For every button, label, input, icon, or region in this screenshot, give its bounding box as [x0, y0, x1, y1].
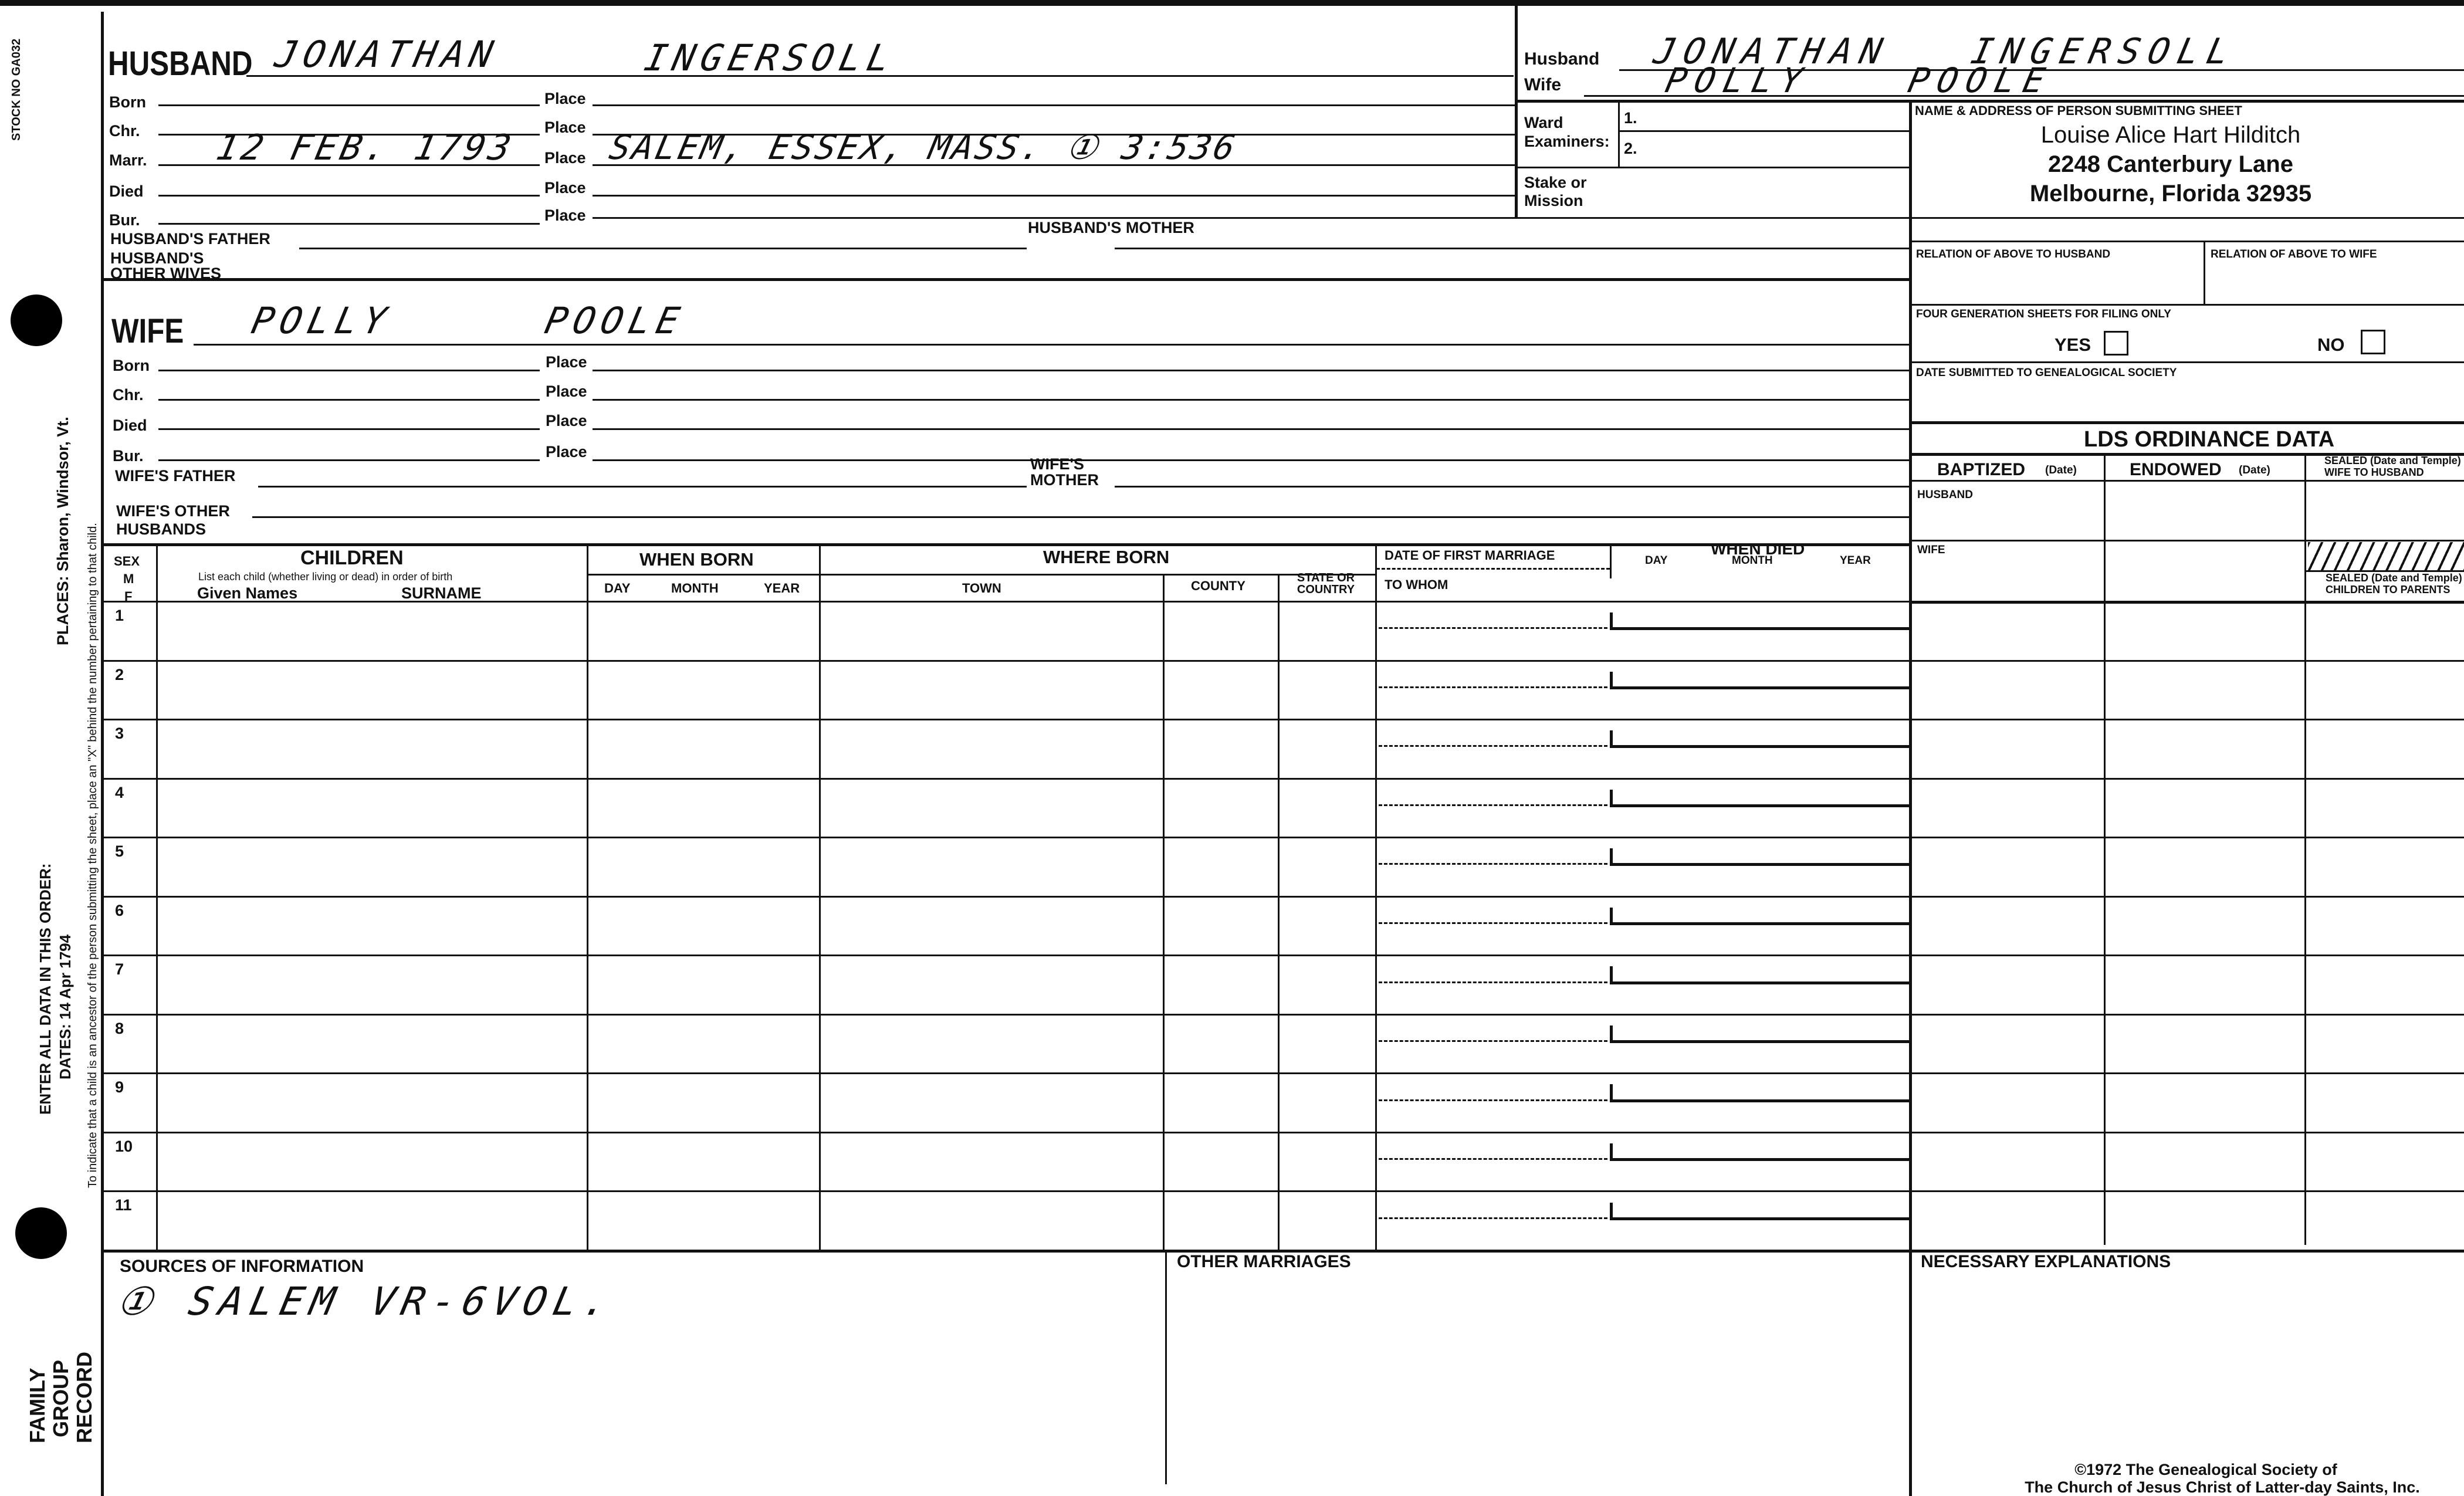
header-wife-label: Wife — [1524, 75, 1562, 94]
child-row-line — [101, 719, 2464, 720]
child-row-number: 3 — [115, 725, 124, 743]
submitter-city: Melbourne, Florida 32935 — [2029, 181, 2312, 207]
sealed-children-label: SEALED (Date and Temple) CHILDREN TO PARENTS — [2326, 573, 2462, 595]
child-row-marriage-dash — [1379, 1040, 1607, 1042]
child-row-line — [101, 1132, 2464, 1133]
yes-label: YES — [2055, 334, 2091, 355]
header-wife-value: POLLY POOLE — [1661, 60, 2057, 100]
wife-died-place-label: Place — [546, 412, 587, 429]
child-row-died-line — [1610, 627, 1909, 630]
date-submitted-bottom — [1910, 421, 2464, 424]
born-month-label: MONTH — [671, 581, 719, 595]
county-col-divider — [1278, 574, 1280, 1250]
examiners-label: Examiners: — [1524, 133, 1610, 150]
husband-other-wives-label: HUSBAND'S OTHER WIVES — [110, 249, 222, 282]
wife-died-place-line — [593, 428, 1909, 430]
header-husband-value: JONATHAN INGERSOLL — [1650, 31, 2241, 72]
husband-died-date-line — [158, 195, 540, 197]
submitter-address-line — [1910, 217, 2464, 219]
ward-divider — [1618, 101, 1620, 167]
child-row-died-line — [1610, 686, 1909, 689]
baptized-label: BAPTIZED — [1937, 460, 2025, 479]
child-row-line — [101, 1014, 2464, 1016]
child-row-line — [101, 896, 2464, 898]
child-row-marriage-dash — [1379, 922, 1607, 924]
four-gen-box-bottom — [1910, 361, 2464, 363]
child-row-died-line — [1610, 1099, 1909, 1102]
child-row-number: 4 — [115, 783, 124, 801]
lds-husband-row-bottom — [1910, 540, 2464, 541]
child-row-line — [101, 955, 2464, 956]
relation-wife-label: RELATION OF ABOVE TO WIFE — [2211, 248, 2377, 260]
husband-given-name: JONATHAN — [271, 33, 503, 76]
child-row-died-line — [1610, 745, 1909, 748]
husband-heading: HUSBAND — [108, 45, 253, 83]
baptized-date-label: (Date) — [2045, 464, 2077, 476]
husband-mother-label: HUSBAND'S MOTHER — [1028, 219, 1194, 236]
first-marriage-label: DATE OF FIRST MARRIAGE — [1385, 548, 1555, 563]
to-whom-label: TO WHOM — [1385, 577, 1448, 592]
wife-name-line — [194, 344, 1909, 346]
examiner-2: 2. — [1624, 140, 1637, 157]
husband-chr-place-label: Place — [544, 119, 586, 136]
husband-marr-place: SALEM, ESSEX, MASS. ① 3:536 — [605, 127, 1241, 167]
husband-section-bottom — [101, 278, 1909, 281]
wife-chr-place-label: Place — [546, 383, 587, 400]
wife-section-bottom — [101, 543, 1909, 546]
child-row-died-tick — [1610, 1084, 1613, 1100]
relation-box-bottom — [1910, 304, 2464, 306]
child-row-marriage-dash — [1379, 804, 1607, 806]
wife-born-place-line — [593, 370, 1909, 371]
first-marriage-dash — [1376, 568, 1610, 570]
child-row-died-tick — [1610, 908, 1613, 923]
child-row-number: 10 — [115, 1137, 133, 1155]
husband-born-place-label: Place — [544, 90, 586, 107]
state-label: STATE OR COUNTRY — [1297, 571, 1355, 596]
sealed-wife-label: SEALED (Date and Temple) WIFE TO HUSBAND — [2324, 455, 2461, 478]
husband-born-date-line — [158, 104, 540, 106]
wife-died-date-line — [158, 428, 540, 430]
husband-bur-date-line — [158, 223, 540, 225]
lds-husband-row-label: HUSBAND — [1917, 489, 1973, 501]
child-row-died-tick — [1610, 1143, 1613, 1159]
husband-mother-line — [1115, 248, 1909, 249]
husband-marr-date: 12 FEB. 1793 — [212, 127, 518, 168]
punch-hole-top — [11, 295, 62, 346]
husband-marr-place-label: Place — [544, 149, 586, 167]
husband-bur-place-label: Place — [544, 207, 586, 224]
sex-m-label: M — [123, 571, 134, 586]
child-row-died-tick — [1610, 730, 1613, 746]
wife-died-label: Died — [113, 417, 147, 434]
lds-col-divider-1 — [2104, 453, 2106, 1245]
died-day-label: DAY — [1645, 554, 1668, 567]
when-died-label: WHEN DIED — [1711, 540, 1805, 558]
wife-chr-label: Chr. — [113, 386, 144, 404]
ward-bottom-line — [1515, 167, 1909, 168]
wife-born-date-line — [158, 370, 540, 371]
husband-died-place-line — [593, 195, 1515, 197]
husband-surname: INGERSOLL — [641, 36, 900, 79]
relation-divider — [2204, 241, 2205, 304]
no-label: NO — [2317, 334, 2345, 355]
explanations-label: NECESSARY EXPLANATIONS — [1921, 1252, 2171, 1271]
wife-father-line — [258, 486, 1027, 488]
examiner-1-line — [1618, 130, 1909, 132]
children-subtitle: List each child (whether living or dead) in order of birth — [198, 571, 453, 583]
born-day-label: DAY — [604, 581, 631, 595]
wife-born-label: Born — [113, 357, 150, 374]
children-header-bottom — [101, 601, 1909, 603]
form-left-border — [101, 12, 104, 1496]
ward-label: Ward — [1524, 114, 1563, 131]
wife-bur-place-line — [593, 459, 1909, 461]
examiner-1: 1. — [1624, 109, 1637, 127]
child-row-number: 8 — [115, 1019, 124, 1037]
child-row-died-tick — [1610, 612, 1613, 628]
child-row-line — [101, 660, 2464, 662]
child-row-number: 7 — [115, 960, 124, 979]
child-row-marriage-dash — [1379, 863, 1607, 865]
born-year-label: YEAR — [764, 581, 800, 595]
stake-label: Stake or Mission — [1524, 174, 1587, 210]
lds-wife-row-label: WIFE — [1917, 544, 1945, 556]
lds-title: LDS ORDINANCE DATA — [2084, 427, 2335, 452]
child-row-line — [101, 837, 2464, 838]
husband-bur-place-line — [593, 217, 1909, 219]
when-born-underline — [587, 574, 1375, 576]
wife-surname: POOLE — [541, 299, 689, 342]
child-row-died-tick — [1610, 790, 1613, 805]
child-row-line — [101, 778, 2464, 780]
surname-label: SURNAME — [401, 584, 482, 602]
husband-died-place-label: Place — [544, 179, 586, 197]
submitter-label: NAME & ADDRESS OF PERSON SUBMITTING SHEET — [1915, 103, 2242, 118]
date-submitted-label: DATE SUBMITTED TO GENEALOGICAL SOCIETY — [1916, 367, 2177, 379]
given-names-label: Given Names — [197, 584, 298, 602]
top-edge — [0, 0, 2464, 6]
child-row-died-line — [1610, 804, 1909, 807]
child-row-number: 6 — [115, 901, 124, 919]
four-gen-label: FOUR GENERATION SHEETS FOR FILING ONLY — [1916, 308, 2171, 320]
bottom-divider-1 — [1165, 1250, 1167, 1484]
wife-other-husbands-line — [252, 516, 1909, 518]
child-row-number: 2 — [115, 665, 124, 683]
sealed-hatch-bottom — [2304, 570, 2464, 572]
copyright-line-1: ©1972 The Genealogical Society of — [2074, 1461, 2337, 1478]
wife-heading: WIFE — [111, 312, 184, 350]
husband-bur-label: Bur. — [109, 211, 140, 229]
child-row-line — [101, 1190, 2464, 1192]
child-row-died-line — [1610, 1040, 1909, 1043]
header-husband-label: Husband — [1524, 49, 1600, 69]
right-panel-divider — [1909, 100, 1912, 1496]
wife-bur-date-line — [158, 459, 540, 461]
wife-born-place-label: Place — [546, 353, 587, 371]
side-indicate: To indicate that a child is an ancestor of the person submitting the sheet, place an "X" behind the number pertaining to that child. — [86, 523, 99, 1188]
husband-died-label: Died — [109, 182, 144, 200]
child-row-marriage-dash — [1379, 627, 1607, 629]
child-row-died-tick — [1610, 966, 1613, 982]
wife-mother-label: WIFE'S MOTHER — [1030, 455, 1099, 489]
child-row-marriage-dash — [1379, 1217, 1607, 1219]
copyright-line-2: The Church of Jesus Christ of Latter-day Saints, Inc. — [2025, 1478, 2420, 1496]
wife-bur-place-label: Place — [546, 443, 587, 461]
child-row-died-tick — [1610, 1203, 1613, 1219]
child-row-marriage-dash — [1379, 1158, 1607, 1160]
child-row-died-line — [1610, 1217, 1909, 1220]
wife-given-name: POLLY — [248, 299, 396, 342]
no-checkbox[interactable] — [2361, 330, 2385, 354]
child-row-died-tick — [1610, 848, 1613, 864]
child-row-number: 11 — [115, 1196, 132, 1214]
header-box-divider — [1515, 100, 2464, 103]
died-month-label: MONTH — [1732, 554, 1773, 567]
sources-value: ① SALEM VR-6VOL. — [112, 1279, 620, 1324]
stock-number: STOCK NO GA032 — [10, 38, 23, 141]
wife-father-label: WIFE'S FATHER — [115, 467, 236, 485]
town-col-divider — [1163, 574, 1165, 1250]
wife-chr-date-line — [158, 399, 540, 401]
child-row-died-tick — [1610, 1025, 1613, 1041]
submitter-name: Louise Alice Hart Hilditch — [2040, 122, 2301, 148]
sex-label: SEX — [114, 554, 140, 568]
husband-born-place-line — [593, 104, 1515, 106]
children-title: CHILDREN — [300, 547, 404, 569]
child-row-died-line — [1610, 981, 1909, 984]
husband-father-line — [299, 248, 1027, 249]
wife-chr-place-line — [593, 399, 1909, 401]
county-label: COUNTY — [1191, 578, 1245, 593]
child-row-died-tick — [1610, 672, 1613, 688]
submitter-box-bottom — [1910, 241, 2464, 242]
child-row-number: 9 — [115, 1078, 124, 1096]
husband-father-label: HUSBAND'S FATHER — [110, 230, 270, 248]
wife-other-husbands-label: WIFE'S OTHER HUSBANDS — [116, 502, 230, 539]
child-row-died-line — [1610, 1158, 1909, 1161]
child-row-line — [101, 1072, 2464, 1074]
sealed-hatch — [2308, 542, 2464, 570]
sex-f-label: F — [124, 589, 133, 604]
yes-checkbox[interactable] — [2104, 331, 2128, 356]
wife-bur-label: Bur. — [113, 447, 144, 465]
wife-mother-line — [1115, 486, 1909, 488]
child-row-marriage-dash — [1379, 1099, 1607, 1101]
child-row-marriage-dash — [1379, 686, 1607, 688]
town-label: TOWN — [962, 581, 1001, 595]
child-row-number: 5 — [115, 842, 124, 861]
child-row-marriage-dash — [1379, 981, 1607, 983]
sources-label: SOURCES OF INFORMATION — [120, 1257, 364, 1276]
submitter-street: 2248 Canterbury Lane — [2048, 151, 2293, 177]
endowed-label: ENDOWED — [2130, 460, 2222, 479]
died-year-label: YEAR — [1840, 554, 1871, 567]
header-divider — [1515, 6, 1518, 217]
child-row-marriage-dash — [1379, 745, 1607, 747]
lds-header-bottom — [1910, 480, 2464, 482]
side-places: PLACES: Sharon, Windsor, Vt. — [54, 417, 72, 645]
marriage-col-divider — [1610, 544, 1612, 578]
husband-born-label: Born — [109, 93, 146, 111]
husband-marr-label: Marr. — [109, 151, 147, 169]
child-row-died-line — [1610, 922, 1909, 925]
relation-husband-label: RELATION OF ABOVE TO HUSBAND — [1916, 248, 2111, 260]
when-born-label: WHEN BORN — [639, 549, 754, 570]
husband-chr-label: Chr. — [109, 122, 140, 140]
child-row-number: 1 — [115, 607, 124, 624]
other-marriages-label: OTHER MARRIAGES — [1177, 1252, 1351, 1271]
endowed-date-label: (Date) — [2239, 464, 2270, 476]
punch-hole-bottom — [15, 1207, 67, 1259]
where-born-label: WHERE BORN — [1043, 547, 1170, 567]
child-row-died-line — [1610, 863, 1909, 866]
lds-wife-row-bottom — [1910, 601, 2464, 604]
